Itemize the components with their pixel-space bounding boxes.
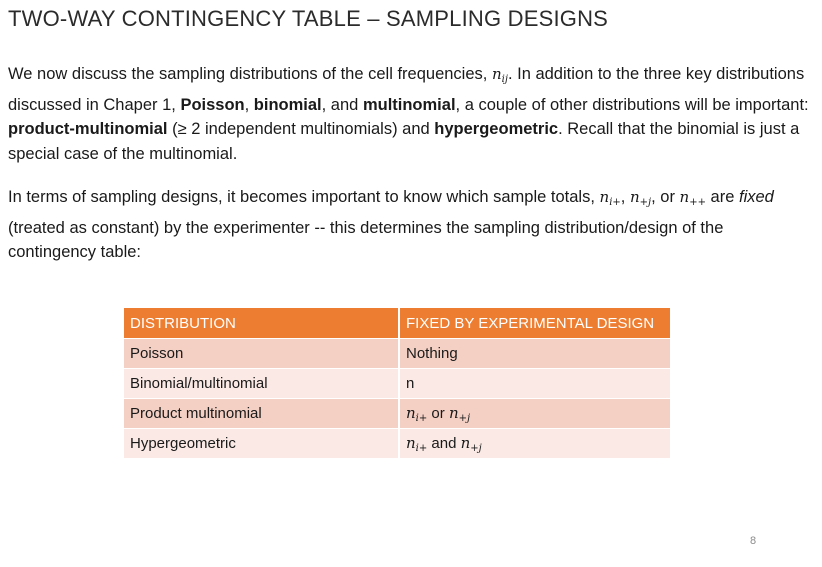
- n-ij-symbol: $n_{ij}$: [491, 65, 508, 85]
- n-plusplus-symbol: $n_{++}$: [679, 188, 706, 208]
- slide-title: TWO-WAY CONTINGENCY TABLE – SAMPLING DESIGNS: [8, 6, 609, 31]
- table-row: [124, 399, 670, 429]
- term-product-multinomial: product-multinomial: [8, 120, 168, 138]
- cell-fixed: n: [399, 369, 670, 399]
- table-row: [124, 339, 670, 369]
- cell-distribution: Hypergeometric: [124, 429, 399, 459]
- paragraph-sampling-distributions: We now discuss the sampling distributions of the cell frequencies, $n_{ij}$. In addition to the three key distributions discussed in Chaper 1, Poisson, binomial, and multinomial, a couple of other distributions will be important: product-multinomial (≥ 2 independent multinomials) and hypergeometric. Recall that the binomial is just a special case of the multinomial.: [8, 65, 809, 163]
- table-header-row: [124, 308, 670, 339]
- paragraph-sampling-designs: In terms of sampling designs, it becomes important to know which sample totals, $n_{i+}$, $n_{+j}$, or $n_{++}$ are fixed (treated as constant) by the experimenter -- this determines the sampling distribution/design of the contingency table:: [8, 188, 774, 261]
- sampling-design-table: [124, 308, 670, 459]
- page-number: 8: [750, 535, 757, 547]
- cell-fixed: Nothing: [399, 339, 670, 369]
- cell-fixed: $n_{i+}$ and $n_{+j}$: [399, 429, 670, 459]
- n-iplus-symbol: $n_{i+}$: [599, 188, 621, 208]
- cell-fixed: $n_{i+}$ or $n_{+j}$: [399, 399, 670, 429]
- term-fixed: fixed: [739, 188, 774, 206]
- column-header-distribution: DISTRIBUTION: [124, 308, 399, 339]
- cell-distribution: Poisson: [124, 339, 399, 369]
- term-multinomial: multinomial: [362, 95, 456, 114]
- term-binomial: binomial: [253, 95, 322, 114]
- term-hypergeometric: hypergeometric: [434, 120, 559, 138]
- n-plusj-symbol: $n_{+j}$: [629, 188, 652, 208]
- column-header-fixed: FIXED BY EXPERIMENTAL DESIGN: [399, 308, 670, 339]
- table-row: [124, 429, 670, 459]
- term-poisson: Poisson: [180, 95, 245, 114]
- cell-distribution: Binomial/multinomial: [124, 369, 399, 399]
- cell-distribution: Product multinomial: [124, 399, 399, 429]
- table-row: [124, 369, 670, 399]
